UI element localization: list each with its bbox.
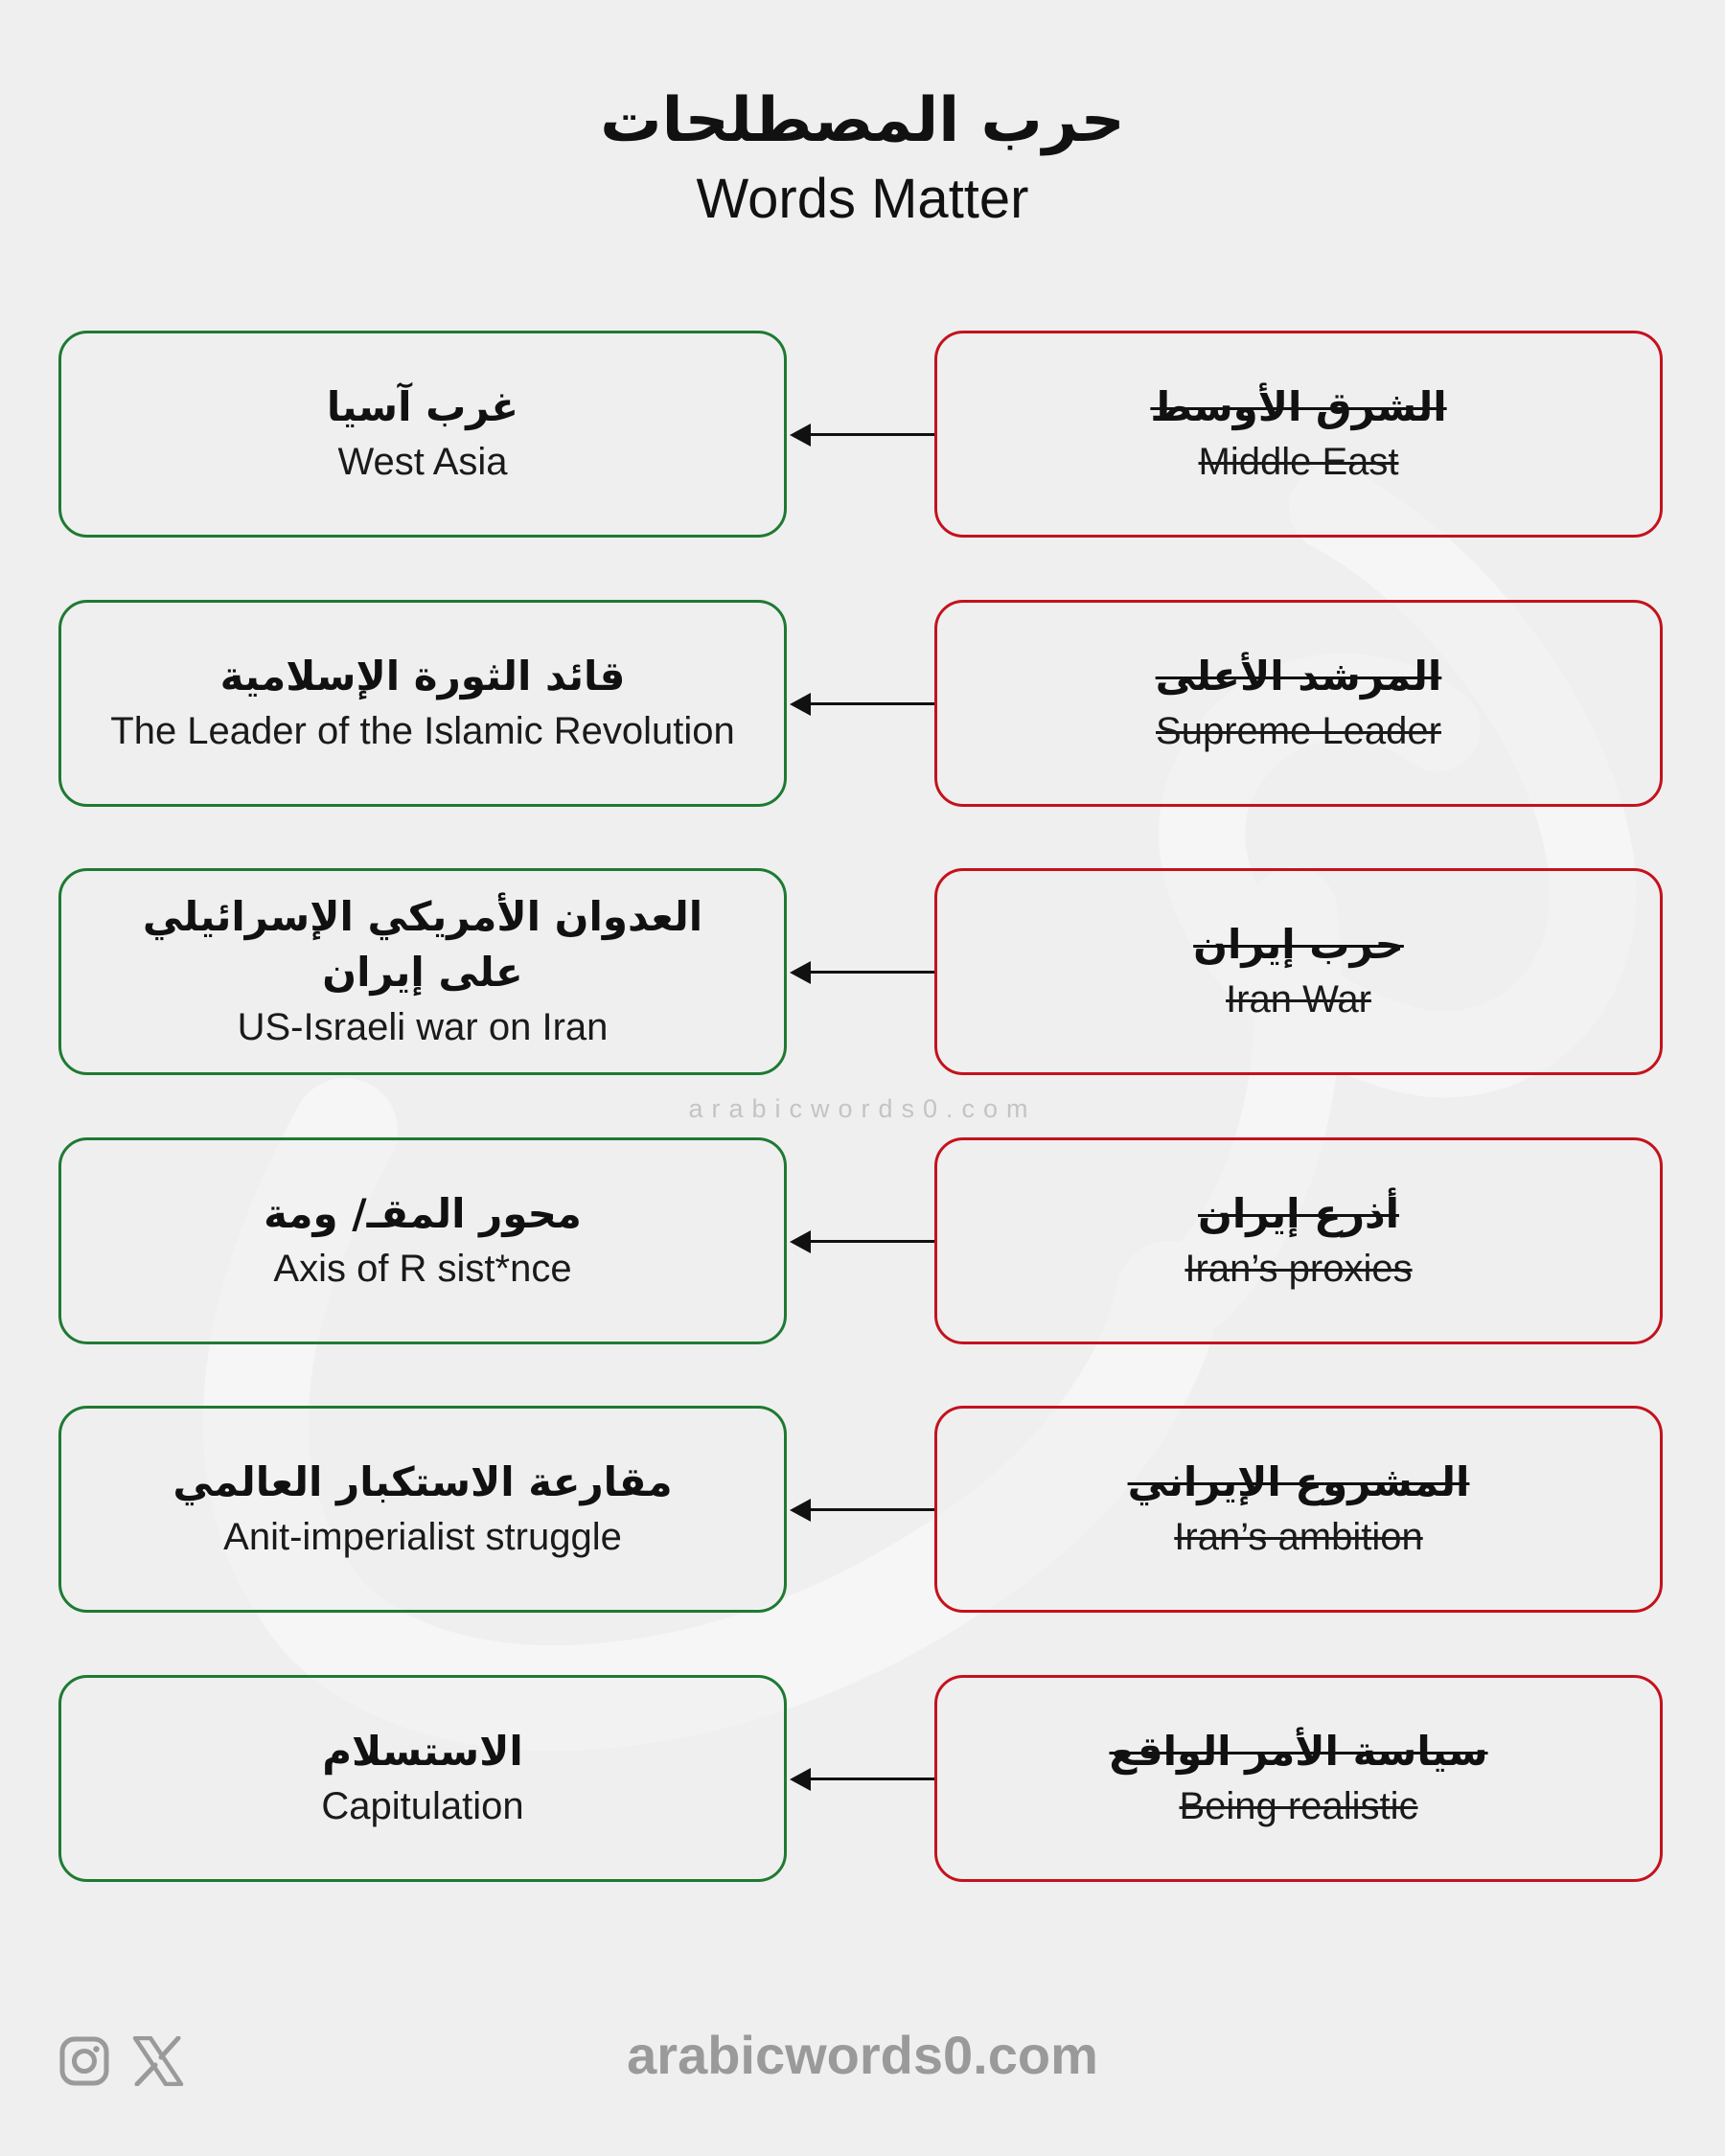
- footer-website[interactable]: arabicwords0.com: [627, 2025, 1098, 2085]
- accepted-term-box: [58, 600, 787, 807]
- rejected-term-english: Iran War: [1226, 978, 1371, 1021]
- accepted-term-arabic: الاستسلام: [322, 1728, 523, 1775]
- rejected-term-box: [934, 1137, 1663, 1344]
- accepted-term-arabic: غرب آسيا: [326, 383, 519, 430]
- rejected-term-box: [934, 1406, 1663, 1613]
- header: [0, 77, 1725, 234]
- title-english: Words Matter: [696, 168, 1029, 230]
- rejected-term-box: [934, 331, 1663, 538]
- accepted-term-box: [58, 1406, 787, 1613]
- rejected-term-english: Iran’s proxies: [1184, 1248, 1413, 1290]
- accepted-term-arabic: محور المقـ/ ومة: [264, 1190, 582, 1237]
- rejected-term-arabic: الشرق الأوسط: [1150, 383, 1447, 430]
- accepted-term-english: US-Israeli war on Iran: [237, 1006, 609, 1048]
- title-arabic: حرب المصطلحات: [600, 85, 1125, 156]
- arrow-left-icon: [790, 1496, 934, 1525]
- arrow-left-icon: [790, 1227, 934, 1256]
- accepted-term-english: West Asia: [337, 441, 508, 483]
- accepted-term-arabic: العدوان الأمريكي الإسرائيلي على إيران: [142, 893, 703, 996]
- rejected-term-arabic: حرب إيران: [1193, 921, 1404, 968]
- accepted-term-box: [58, 1675, 787, 1882]
- accepted-term-english: The Leader of the Islamic Revolution: [110, 710, 735, 752]
- rejected-term-english: Supreme Leader: [1156, 710, 1441, 752]
- rejected-term-box: [934, 1675, 1663, 1882]
- rejected-term-english: Being realistic: [1179, 1785, 1418, 1827]
- accepted-term-box: [58, 1137, 787, 1344]
- arrow-left-icon: [790, 690, 934, 719]
- rejected-term-box: [934, 600, 1663, 807]
- rejected-term-arabic: المشروع الإيراني: [1127, 1458, 1470, 1505]
- accepted-term-english: Axis of R sist*nce: [273, 1248, 572, 1290]
- rejected-term-box: [934, 868, 1663, 1075]
- rejected-term-arabic: المرشد الأعلى: [1155, 653, 1442, 700]
- accepted-term-arabic: مقارعة الاستكبار العالمي: [172, 1458, 673, 1505]
- accepted-term-box: [58, 331, 787, 538]
- rejected-term-arabic: سياسة الأمر الواقع: [1109, 1728, 1488, 1775]
- watermark: arabicwords0.com: [688, 1094, 1037, 1123]
- rejected-term-english: Middle East: [1198, 441, 1399, 483]
- accepted-term-box: [58, 868, 787, 1075]
- arrow-left-icon: [790, 421, 934, 449]
- rejected-term-english: Iran’s ambition: [1174, 1516, 1423, 1558]
- arrow-left-icon: [790, 958, 934, 987]
- rejected-term-arabic: أذرع إيران: [1198, 1190, 1399, 1237]
- accepted-term-english: Capitulation: [321, 1785, 524, 1827]
- accepted-term-arabic: قائد الثورة الإسلامية: [219, 653, 626, 700]
- arrow-left-icon: [790, 1765, 934, 1794]
- accepted-term-english: Anit-imperialist struggle: [223, 1516, 622, 1558]
